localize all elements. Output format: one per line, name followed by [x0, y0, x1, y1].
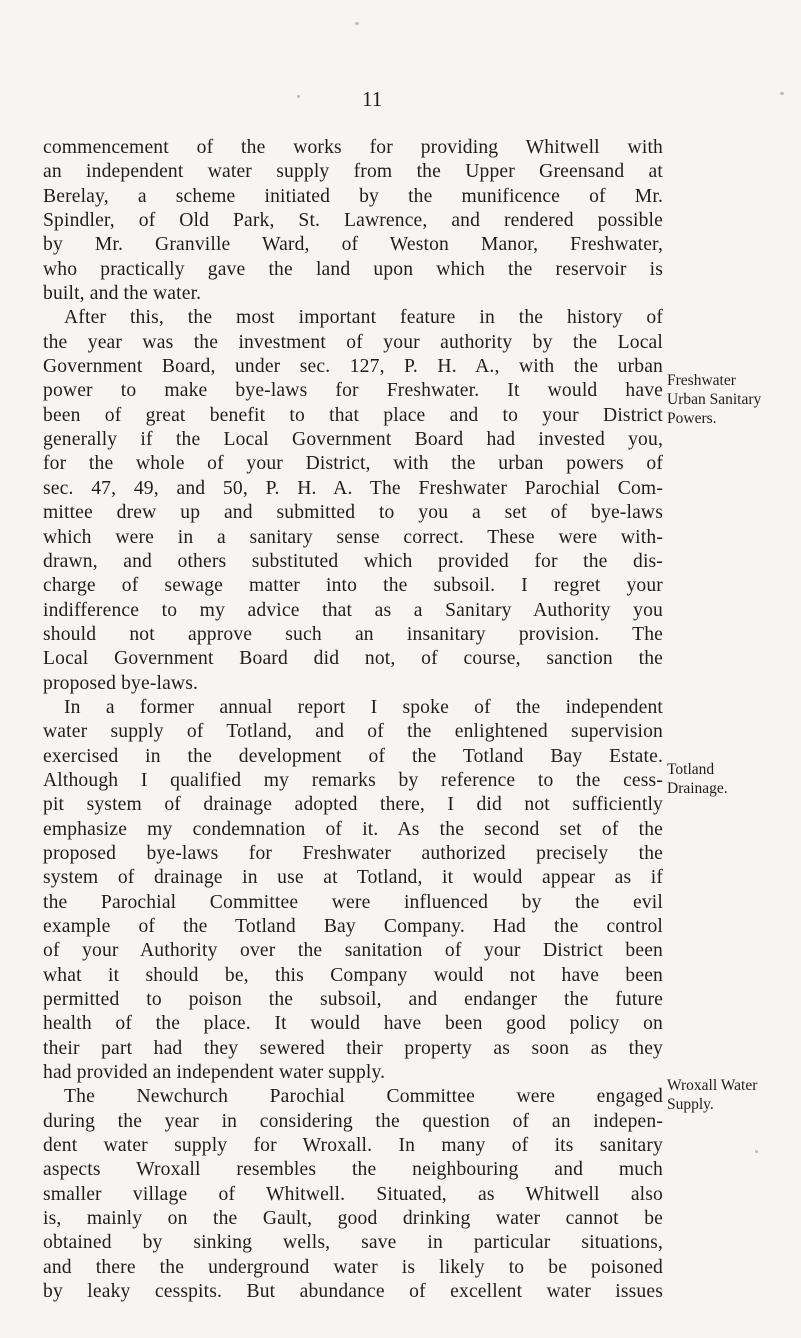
text-line: system of drainage in use at Totland, it would appear as if: [43, 867, 663, 889]
paper-speck: [355, 22, 359, 25]
text-line: health of the place. It would have been good policy on: [43, 1013, 663, 1035]
margin-note-line: Wroxall Water: [667, 1077, 758, 1094]
text-line: the Parochial Committee were influenced by the evil: [43, 891, 663, 913]
text-line: what it should be, this Company would not have been: [43, 964, 663, 986]
text-line: exercised in the development of the Totland Bay Estate.: [43, 745, 663, 767]
text-line: Berelay, a scheme initiated by the munificence of Mr.: [43, 185, 663, 207]
text-line: generally if the Local Government Board had invested you,: [43, 429, 663, 451]
text-line: Government Board, under sec. 127, P. H. A., with the urban: [43, 356, 663, 378]
text-line: charge of sewage matter into the subsoil. I regret your: [43, 575, 663, 597]
margin-note-wroxall-water-supply: [667, 1076, 757, 1114]
text-line: of your Authority over the sanitation of your District been: [43, 940, 663, 962]
margin-note-totland-drainage: [667, 760, 728, 798]
margin-note-line: Urban Sanitary: [667, 391, 762, 408]
text-line: smaller village of Whitwell. Situated, as Whitwell also: [43, 1183, 663, 1205]
text-line: which were in a sanitary sense correct. These were with-: [43, 526, 663, 548]
text-line: been of great benefit to that place and to your District: [43, 404, 663, 426]
text-line: obtained by sinking wells, save in particular situations,: [43, 1232, 663, 1254]
text-line: aspects Wroxall resembles the neighbouring and much: [43, 1159, 663, 1181]
text-line: drawn, and others substituted which provided for the dis-: [43, 550, 663, 572]
text-line: during the year in considering the question of an indepen-: [43, 1110, 663, 1132]
margin-note-line: Supply.: [667, 1096, 714, 1113]
text-line: Local Government Board did not, of course, sanction the: [43, 648, 663, 670]
margin-note-line: Powers.: [667, 410, 717, 427]
text-line: pit system of drainage adopted there, I did not sufficiently: [43, 794, 663, 816]
text-line: an independent water supply from the Upper Greensand at: [43, 161, 663, 183]
text-line: proposed bye-laws for Freshwater authorized precisely the: [43, 842, 663, 864]
text-line: water supply of Totland, and of the enlightened supervision: [43, 721, 663, 743]
text-line: by leaky cesspits. But abundance of excellent water issues: [43, 1281, 663, 1303]
text-line: is, mainly on the Gault, good drinking water cannot be: [43, 1208, 663, 1230]
page-number: 11: [362, 87, 383, 111]
text-line: commencement of the works for providing Whitwell with: [43, 137, 663, 158]
margin-note-line: Totland: [667, 761, 715, 778]
text-line: In a former annual report I spoke of the independent: [64, 696, 663, 718]
text-line: After this, the most important feature in the history of: [64, 307, 663, 329]
margin-note-line: Freshwater: [667, 372, 736, 389]
text-line: example of the Totland Bay Company. Had the control: [43, 916, 663, 937]
paper-speck: [780, 92, 784, 95]
text-line: dent water supply for Wroxall. In many of its sanitary: [43, 1135, 663, 1157]
text-line: should not approve such an insanitary provision. The: [43, 623, 663, 645]
text-line: proposed bye-laws.: [43, 672, 199, 694]
margin-note-freshwater-powers: [667, 371, 761, 428]
paper-speck: [297, 95, 300, 98]
paper-speck: [755, 1150, 758, 1153]
text-line: by Mr. Granville Ward, of Weston Manor, Freshwater,: [43, 234, 663, 256]
body-text: [43, 136, 663, 1305]
text-line: mittee drew up and submitted to you a set of bye-laws: [43, 502, 663, 524]
text-line: The Newchurch Parochial Committee were engaged: [64, 1086, 663, 1108]
text-line: power to make bye-laws for Freshwater. It would have: [43, 380, 663, 402]
text-line: for the whole of your District, with the urban powers of: [43, 453, 663, 475]
text-line: permitted to poison the subsoil, and endanger the future: [43, 989, 663, 1011]
text-line: sec. 47, 49, and 50, P. H. A. The Freshwater Parochial Com-: [43, 477, 663, 499]
text-line: built, and the water.: [43, 283, 202, 305]
text-line: Spindler, of Old Park, St. Lawrence, and rendered possible: [43, 210, 663, 232]
text-line: who practically gave the land upon which the reservoir is: [43, 258, 663, 280]
text-line: the year was the investment of your authority by the Local: [43, 331, 663, 353]
text-line: indifference to my advice that as a Sanitary Authority you: [43, 599, 663, 621]
text-line: Although I qualified my remarks by reference to the cess-: [43, 769, 663, 791]
margin-note-line: Drainage.: [667, 780, 728, 797]
text-line: their part had they sewered their property as soon as they: [43, 1037, 663, 1059]
text-line: had provided an independent water supply.: [43, 1062, 386, 1084]
text-line: emphasize my condemnation of it. As the second set of the: [43, 818, 663, 840]
text-line: and there the underground water is likely to be poisoned: [43, 1256, 663, 1278]
